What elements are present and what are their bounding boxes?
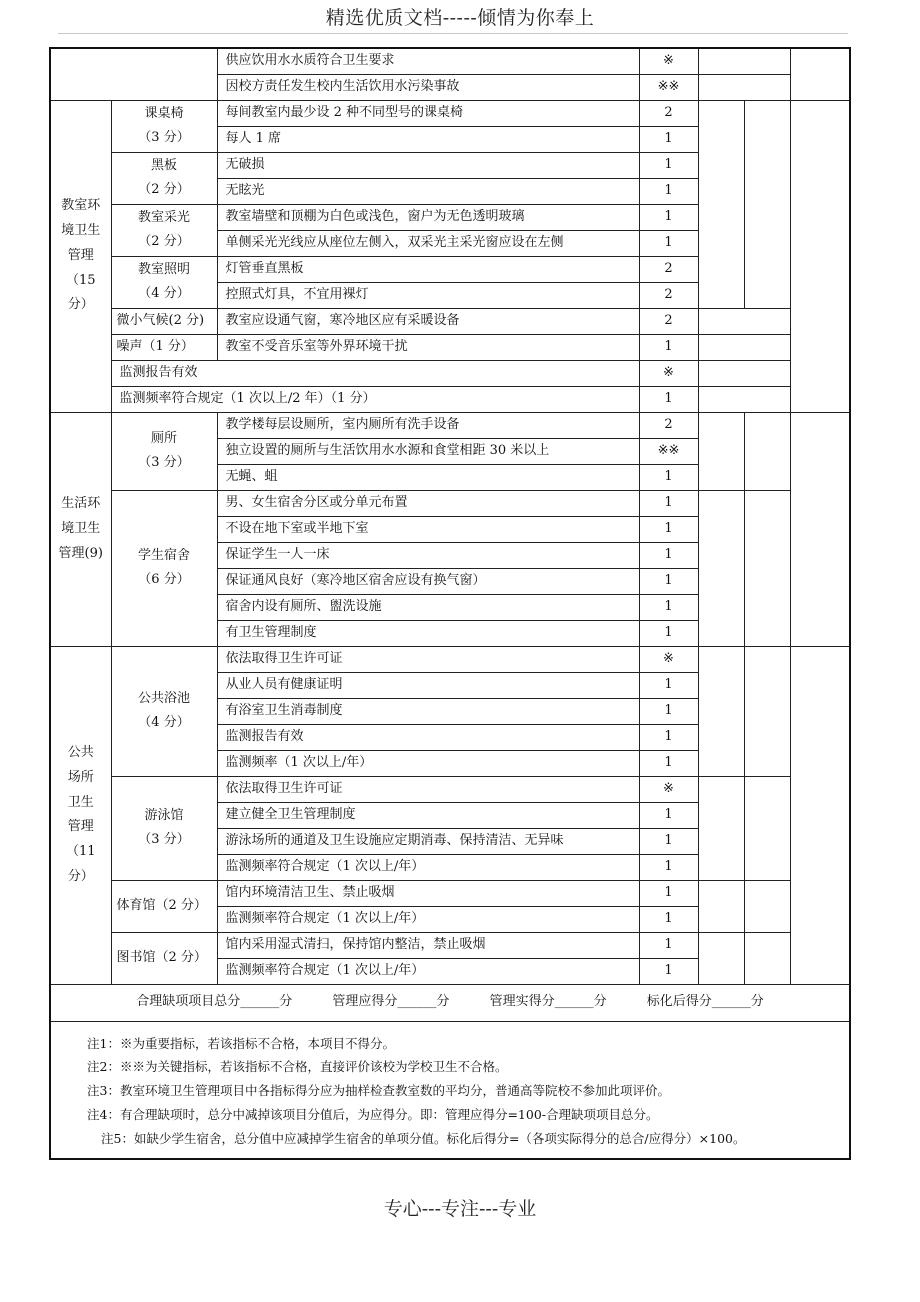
- note-4: 注4：有合理缺项时，总分中减掉该项目分值后，为应得分。即：管理应得分=100-合理缺项项目总分。: [87, 1106, 659, 1122]
- criterion-text: 有浴室卫生消毒制度: [217, 698, 639, 724]
- score-cell: 1: [639, 620, 698, 646]
- score-cell: 1: [639, 750, 698, 776]
- score-cell: 1: [639, 828, 698, 854]
- score-cell: 1: [639, 880, 698, 906]
- score-cell: 2: [639, 282, 698, 308]
- summary-standardized-score: 标化后得分______分: [646, 994, 764, 1010]
- subcategory-gym: 体育馆（2 分）: [111, 880, 217, 932]
- score-cell: 1: [639, 386, 698, 412]
- score-cell: 1: [639, 334, 698, 360]
- summary-cell: [50, 984, 850, 1021]
- subcategory-library: 图书馆（2 分）: [111, 932, 217, 984]
- actual-score-cell: [698, 412, 744, 490]
- score-cell: 1: [639, 724, 698, 750]
- page-header: 精选优质文档-----倾情为你奉上: [325, 7, 595, 29]
- sub-score-cell: [744, 932, 790, 984]
- criterion-text: 监测频率符合规定（1 次以上/年）: [217, 854, 639, 880]
- actual-score-cell: [698, 360, 790, 386]
- score-cell: 1: [639, 594, 698, 620]
- criterion-text: 单侧采光光线应从座位左侧入，双采光主采光窗应设在左侧: [217, 230, 639, 256]
- header-divider: [58, 33, 848, 34]
- category-classroom: 教室环 境卫生 管理 （15 分）: [50, 100, 111, 412]
- total-score-cell: [790, 412, 850, 646]
- criterion-text: 依法取得卫生许可证: [217, 776, 639, 802]
- criterion-text: 监测报告有效: [111, 360, 639, 386]
- score-cell: 1: [639, 854, 698, 880]
- table-row: [50, 412, 850, 438]
- sub-score-cell: [744, 880, 790, 932]
- criterion-text: 馆内环境清洁卫生、禁止吸烟: [217, 880, 639, 906]
- subcategory-board: 黑板 （2 分）: [111, 152, 217, 204]
- sub-score-cell: [744, 100, 790, 308]
- criterion-text: 保证学生一人一床: [217, 542, 639, 568]
- summary-missing-items: 合理缺项项目总分______分: [136, 994, 293, 1010]
- table-row: [50, 360, 850, 386]
- criterion-text: 馆内采用湿式清扫，保持馆内整洁，禁止吸烟: [217, 932, 639, 958]
- score-cell: ※※: [639, 74, 698, 100]
- table-row: [50, 776, 850, 802]
- criterion-text: 从业人员有健康证明: [217, 672, 639, 698]
- category-living: 生活环 境卫生 管理(9): [50, 412, 111, 646]
- score-cell: 1: [639, 516, 698, 542]
- summary-actual-score: 管理实得分______分: [489, 994, 607, 1010]
- criterion-text: 有卫生管理制度: [217, 620, 639, 646]
- summary-expected-score: 管理应得分______分: [332, 994, 450, 1010]
- notes-cell: [50, 1021, 850, 1159]
- score-cell: 2: [639, 308, 698, 334]
- score-cell: 1: [639, 204, 698, 230]
- score-cell: 1: [639, 672, 698, 698]
- score-cell: 2: [639, 100, 698, 126]
- criterion-text: 依法取得卫生许可证: [217, 646, 639, 672]
- table-row: [50, 932, 850, 958]
- sub-score-cell: [744, 490, 790, 646]
- criterion-text: 无蝇、蛆: [217, 464, 639, 490]
- score-cell: 1: [639, 958, 698, 984]
- score-cell: ※: [639, 360, 698, 386]
- category-cell: [50, 48, 217, 100]
- note-1: 注1：※为重要指标，若该指标不合格，本项目不得分。: [87, 1035, 395, 1051]
- criterion-text: 监测报告有效: [217, 724, 639, 750]
- score-cell: ※: [639, 48, 698, 74]
- criterion-text: 监测频率符合规定（1 次以上/年）: [217, 906, 639, 932]
- table-row: [50, 386, 850, 412]
- score-cell: ※: [639, 646, 698, 672]
- score-cell: 1: [639, 152, 698, 178]
- criterion-text: 控照式灯具，不宜用裸灯: [217, 282, 639, 308]
- notes-row: [50, 1021, 850, 1159]
- summary-row: [50, 984, 850, 1021]
- criterion-text: 监测频率符合规定（1 次以上/年）: [217, 958, 639, 984]
- criterion-text: 监测频率（1 次以上/年）: [217, 750, 639, 776]
- subcategory-lighting: 教室采光 （2 分）: [111, 204, 217, 256]
- criterion-text: 无破损: [217, 152, 639, 178]
- total-score-cell: [790, 646, 850, 984]
- score-cell: 1: [639, 230, 698, 256]
- actual-score-cell: [698, 74, 790, 100]
- subcategory-bathhouse: 公共浴池 （4 分）: [111, 646, 217, 776]
- score-cell: 1: [639, 464, 698, 490]
- note-5: 注5：如缺少学生宿舍，总分值中应减掉学生宿舍的单项分值。标化后得分=（各项实际得分的总合/应得分）×100。: [101, 1130, 746, 1146]
- category-public: 公共 场所 卫生 管理 （11 分）: [50, 646, 111, 984]
- note-3: 注3：教室环境卫生管理项目中各指标得分应为抽样检查教室数的平均分，普通高等院校不参加此项评价。: [87, 1083, 670, 1099]
- subcategory-toilet: 厕所 （3 分）: [111, 412, 217, 490]
- sub-score-cell: [744, 776, 790, 880]
- subcategory-illumination: 教室照明 （4 分）: [111, 256, 217, 308]
- table-row: [50, 100, 850, 126]
- actual-score-cell: [698, 490, 744, 646]
- score-cell: 2: [639, 412, 698, 438]
- subcategory-desk: 课桌椅 （3 分）: [111, 100, 217, 152]
- criterion-text: 教学楼每层设厕所，室内厕所有洗手设备: [217, 412, 639, 438]
- score-cell: ※※: [639, 438, 698, 464]
- score-cell: 2: [639, 256, 698, 282]
- criterion-text: 男、女生宿舍分区或分单元布置: [217, 490, 639, 516]
- score-cell: 1: [639, 568, 698, 594]
- score-cell: 1: [639, 906, 698, 932]
- sub-score-cell: [744, 412, 790, 490]
- criterion-text: 保证通风良好（寒冷地区宿舍应设有换气窗）: [217, 568, 639, 594]
- table-row: [50, 308, 850, 334]
- criterion-text: 教室应设通气窗，寒冷地区应有采暖设备: [217, 308, 639, 334]
- table-row: [50, 334, 850, 360]
- subcategory-swimming-pool: 游泳馆 （3 分）: [111, 776, 217, 880]
- actual-score-cell: [698, 48, 790, 74]
- total-score-cell: [790, 48, 850, 100]
- criterion-text: 监测频率符合规定（1 次以上/2 年）（1 分）: [111, 386, 639, 412]
- actual-score-cell: [698, 386, 790, 412]
- score-cell: 1: [639, 178, 698, 204]
- criterion-text: 灯管垂直黑板: [217, 256, 639, 282]
- score-cell: 1: [639, 490, 698, 516]
- actual-score-cell: [698, 646, 744, 776]
- score-cell: 1: [639, 542, 698, 568]
- subcategory-climate: 微小气候(2 分): [111, 308, 217, 334]
- page-footer: 专心---专注---专业: [383, 1198, 537, 1220]
- table-row: [50, 490, 850, 516]
- criterion-text: 每人 1 席: [217, 126, 639, 152]
- score-cell: 1: [639, 932, 698, 958]
- table-row: [50, 880, 850, 906]
- table-row: [50, 48, 850, 74]
- sub-score-cell: [744, 646, 790, 776]
- criterion-text: 供应饮用水水质符合卫生要求: [217, 48, 639, 74]
- actual-score-cell: [698, 932, 744, 984]
- criterion-text: 每间教室内最少设 2 种不同型号的课桌椅: [217, 100, 639, 126]
- subcategory-noise: 噪声（1 分）: [111, 334, 217, 360]
- score-cell: ※: [639, 776, 698, 802]
- criterion-text: 因校方责任发生校内生活饮用水污染事故: [217, 74, 639, 100]
- actual-score-cell: [698, 100, 744, 308]
- actual-score-cell: [698, 776, 744, 880]
- note-2: 注2：※※为关键指标，若该指标不合格，直接评价该校为学校卫生不合格。: [87, 1059, 508, 1075]
- total-score-cell: [790, 100, 850, 412]
- criterion-text: 游泳场所的通道及卫生设施应定期消毒、保持清洁、无异味: [217, 828, 639, 854]
- score-cell: 1: [639, 698, 698, 724]
- table-row: [50, 646, 850, 672]
- criterion-text: 无眩光: [217, 178, 639, 204]
- actual-score-cell: [698, 308, 790, 334]
- criterion-text: 教室不受音乐室等外界环境干扰: [217, 334, 639, 360]
- score-cell: 1: [639, 802, 698, 828]
- score-cell: 1: [639, 126, 698, 152]
- criterion-text: 不设在地下室或半地下室: [217, 516, 639, 542]
- hygiene-evaluation-table: [49, 47, 851, 1160]
- actual-score-cell: [698, 880, 744, 932]
- subcategory-dormitory: 学生宿舍 （6 分）: [111, 490, 217, 646]
- criterion-text: 宿舍内设有厕所、盥洗设施: [217, 594, 639, 620]
- criterion-text: 独立设置的厕所与生活饮用水水源和食堂相距 30 米以上: [217, 438, 639, 464]
- criterion-text: 建立健全卫生管理制度: [217, 802, 639, 828]
- criterion-text: 教室墙壁和顶棚为白色或浅色，窗户为无色透明玻璃: [217, 204, 639, 230]
- actual-score-cell: [698, 334, 790, 360]
